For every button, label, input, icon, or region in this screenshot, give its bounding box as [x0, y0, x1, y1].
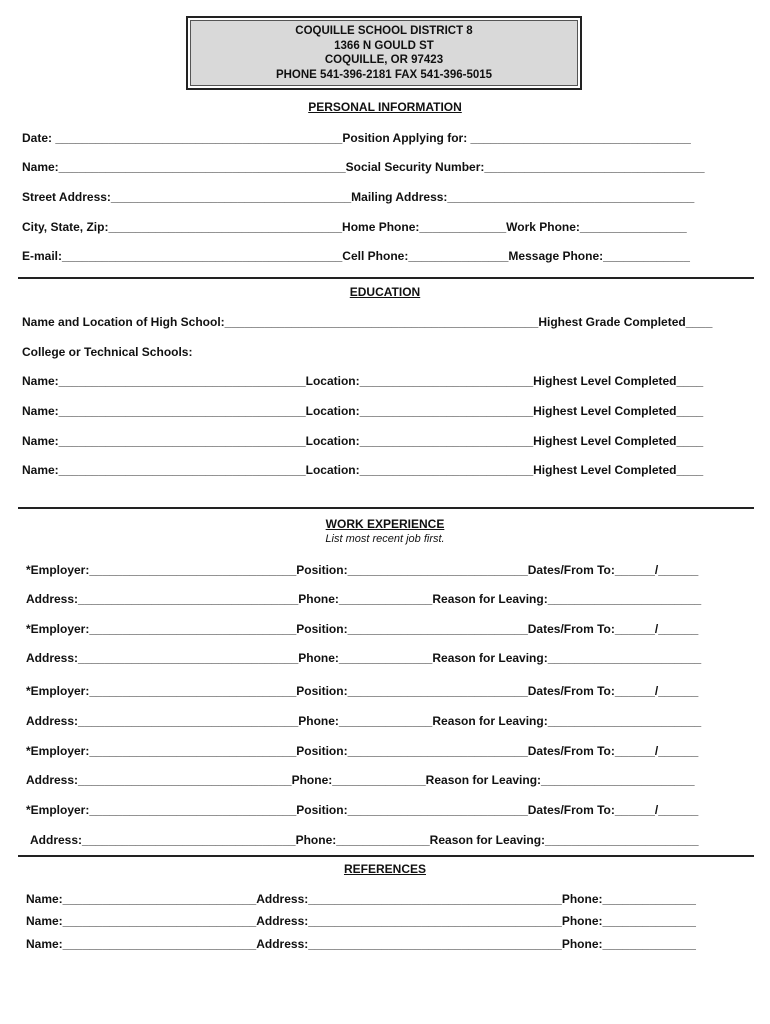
- work-experience-subtitle: List most recent job first.: [325, 533, 445, 545]
- work-row-address[interactable]: Address:________________________________Phone:______________Reason for Leaving:_______________________: [30, 833, 699, 847]
- work-row-employer[interactable]: *Employer:_______________________________Position:___________________________Dates/From To:______/______: [26, 684, 699, 698]
- district-header-box: [186, 16, 582, 90]
- work-row-address[interactable]: Address:_________________________________Phone:______________Reason for Leaving:_______________________: [26, 714, 702, 728]
- personal-row-email[interactable]: E-mail:__________________________________________Cell Phone:_______________Message Phone:_____________: [22, 249, 690, 263]
- district-phone-fax: PHONE 541-396-2181 FAX 541-396-5015: [275, 68, 493, 81]
- work-experience-title: WORK EXPERIENCE: [325, 517, 445, 531]
- references-title: REFERENCES: [343, 862, 426, 876]
- work-row-employer[interactable]: *Employer:_______________________________Position:___________________________Dates/From To:______/______: [26, 622, 699, 636]
- education-row-high-school[interactable]: Name and Location of High School:_______________________________________________Highest Grade Completed____: [22, 315, 713, 329]
- education-title: EDUCATION: [349, 285, 421, 299]
- reference-row[interactable]: Name:_____________________________Address:______________________________________Phone:______________: [26, 914, 696, 928]
- work-row-address[interactable]: Address:_________________________________Phone:______________Reason for Leaving:_______________________: [26, 651, 702, 665]
- section-divider: [18, 277, 754, 279]
- section-divider: [18, 855, 754, 857]
- reference-row[interactable]: Name:_____________________________Address:______________________________________Phone:______________: [26, 937, 696, 951]
- personal-row-date[interactable]: Date: ___________________________________________Position Applying for: _________________________________: [22, 131, 691, 145]
- work-row-address[interactable]: Address:________________________________Phone:______________Reason for Leaving:_______________________: [26, 773, 695, 787]
- district-street: 1366 N GOULD ST: [334, 39, 434, 52]
- education-row-college[interactable]: Name:_____________________________________Location:__________________________Highest Level Completed____: [22, 404, 704, 418]
- district-header: [190, 20, 578, 86]
- education-row-college[interactable]: Name:_____________________________________Location:__________________________Highest Level Completed____: [22, 374, 704, 388]
- personal-row-name[interactable]: Name:___________________________________________Social Security Number:_________________________________: [22, 160, 705, 174]
- section-divider: [18, 507, 754, 509]
- reference-row[interactable]: Name:_____________________________Address:______________________________________Phone:______________: [26, 892, 696, 906]
- district-city: COQUILLE, OR 97423: [324, 54, 444, 66]
- work-row-employer[interactable]: *Employer:_______________________________Position:___________________________Dates/From To:______/______: [26, 744, 699, 758]
- education-row-college-label: College or Technical Schools:: [22, 345, 193, 359]
- education-row-college[interactable]: Name:_____________________________________Location:__________________________Highest Level Completed____: [22, 463, 704, 477]
- work-row-address[interactable]: Address:_________________________________Phone:______________Reason for Leaving:_______________________: [26, 592, 702, 606]
- education-row-college[interactable]: Name:_____________________________________Location:__________________________Highest Level Completed____: [22, 434, 704, 448]
- work-row-employer[interactable]: *Employer:_______________________________Position:___________________________Dates/From To:______/______: [26, 563, 699, 577]
- personal-row-city[interactable]: City, State, Zip:___________________________________Home Phone:_____________Work Phone:________________: [22, 220, 687, 234]
- personal-info-title: PERSONAL INFORMATION: [308, 100, 462, 114]
- district-name: COQUILLE SCHOOL DISTRICT 8: [295, 25, 473, 37]
- work-row-employer[interactable]: *Employer:_______________________________Position:___________________________Dates/From To:______/______: [26, 803, 699, 817]
- personal-row-address[interactable]: Street Address:____________________________________Mailing Address:_____________________________________: [22, 190, 695, 204]
